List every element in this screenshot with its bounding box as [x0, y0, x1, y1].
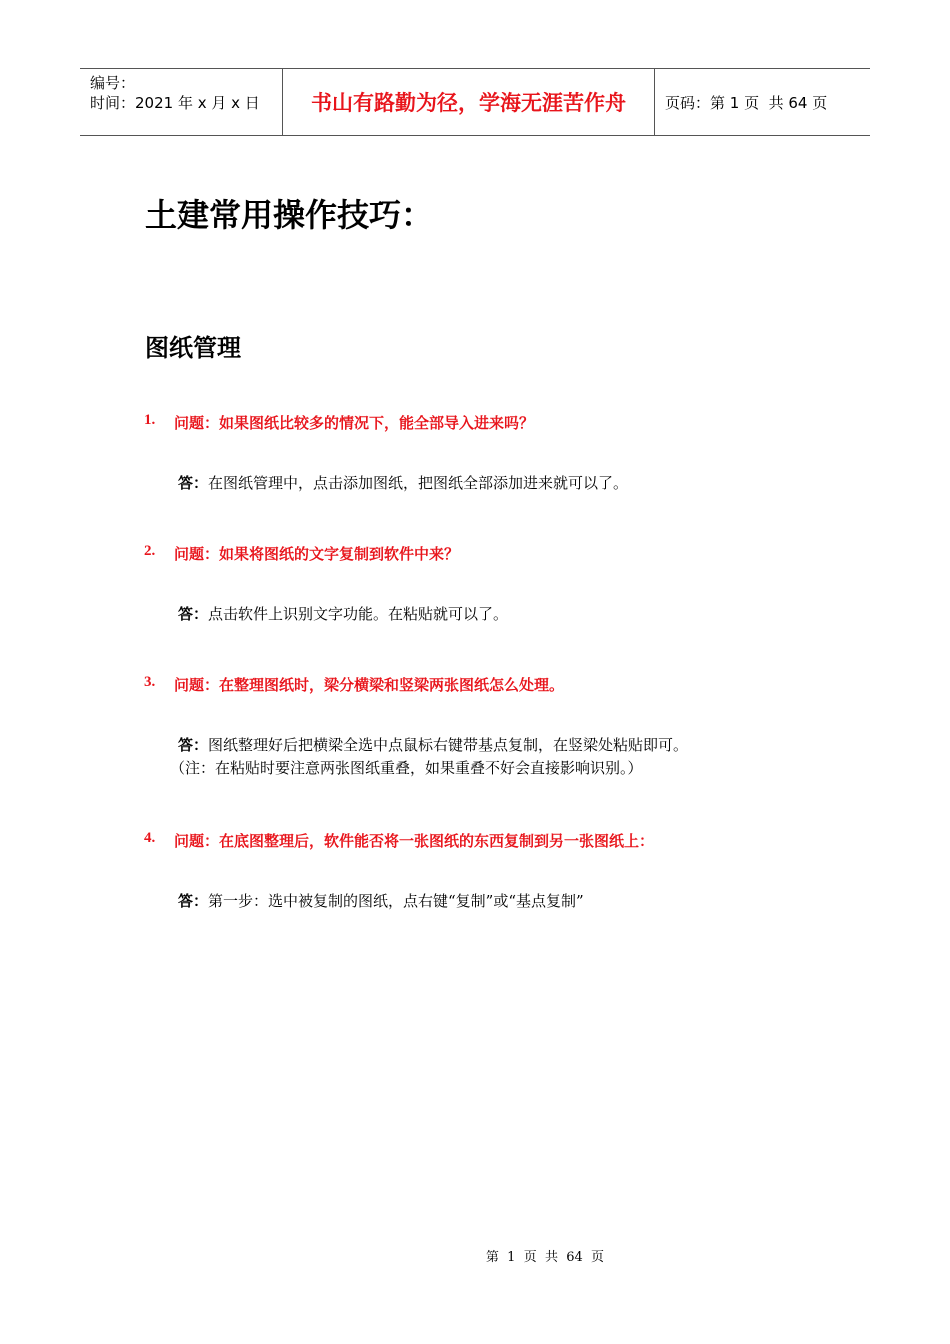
question-1 — [144, 412, 534, 433]
answer-text: 点击软件上识别文字功能。在粘贴就可以了。 — [208, 605, 509, 623]
answer-3 — [170, 734, 689, 780]
question-number: 1. — [144, 412, 156, 428]
section-heading: 图纸管理 — [145, 334, 241, 362]
answer-label: 答： — [178, 474, 209, 492]
question-3 — [144, 674, 564, 695]
page-info-text: 页码：第 1 页 共 64 页 — [665, 93, 828, 112]
answer-text: 在图纸管理中，点击添加图纸，把图纸全部添加进来就可以了。 — [208, 474, 629, 492]
question-4 — [144, 830, 654, 851]
answer-label: 答： — [178, 736, 209, 754]
answer-1 — [178, 472, 628, 495]
answer-label: 答： — [178, 605, 209, 623]
question-number: 2. — [144, 543, 156, 559]
header-page-info — [655, 69, 870, 135]
answer-2 — [178, 603, 508, 626]
number-label: 编号： — [90, 74, 136, 92]
page-footer — [0, 1246, 950, 1265]
question-text: 问题：如果将图纸的文字复制到软件中来？ — [174, 545, 460, 563]
question-text: 问题：如果图纸比较多的情况下，能全部导入进来吗？ — [174, 414, 535, 432]
answer-label: 答： — [178, 892, 209, 910]
header-meta — [80, 69, 282, 135]
answer-text: 第一步：选中被复制的图纸，点右键“复制”或“基点复制” — [208, 892, 584, 910]
question-number: 3. — [144, 674, 156, 690]
answer-text: 图纸整理好后把横梁全选中点鼠标右键带基点复制，在竖梁处粘贴即可。 — [208, 736, 689, 754]
footer-page-number: 第 1 页 共 64 页 — [485, 1250, 605, 1265]
question-text: 问题：在整理图纸时，梁分横梁和竖梁两张图纸怎么处理。 — [174, 676, 565, 694]
document-title: 土建常用操作技巧： — [145, 196, 434, 234]
answer-4 — [178, 890, 584, 913]
question-2 — [144, 543, 459, 564]
header-motto: 书山有路勤为径，学海无涯苦作舟 — [282, 69, 655, 135]
question-text: 问题：在底图整理后，软件能否将一张图纸的东西复制到另一张图纸上： — [174, 832, 655, 850]
page-header — [80, 68, 870, 136]
time-label: 时间：2021 年 x 月 x 日 — [90, 94, 260, 112]
question-number: 4. — [144, 830, 156, 846]
answer-note: （注：在粘贴时要注意两张图纸重叠，如果重叠不好会直接影响识别。） — [170, 759, 643, 777]
